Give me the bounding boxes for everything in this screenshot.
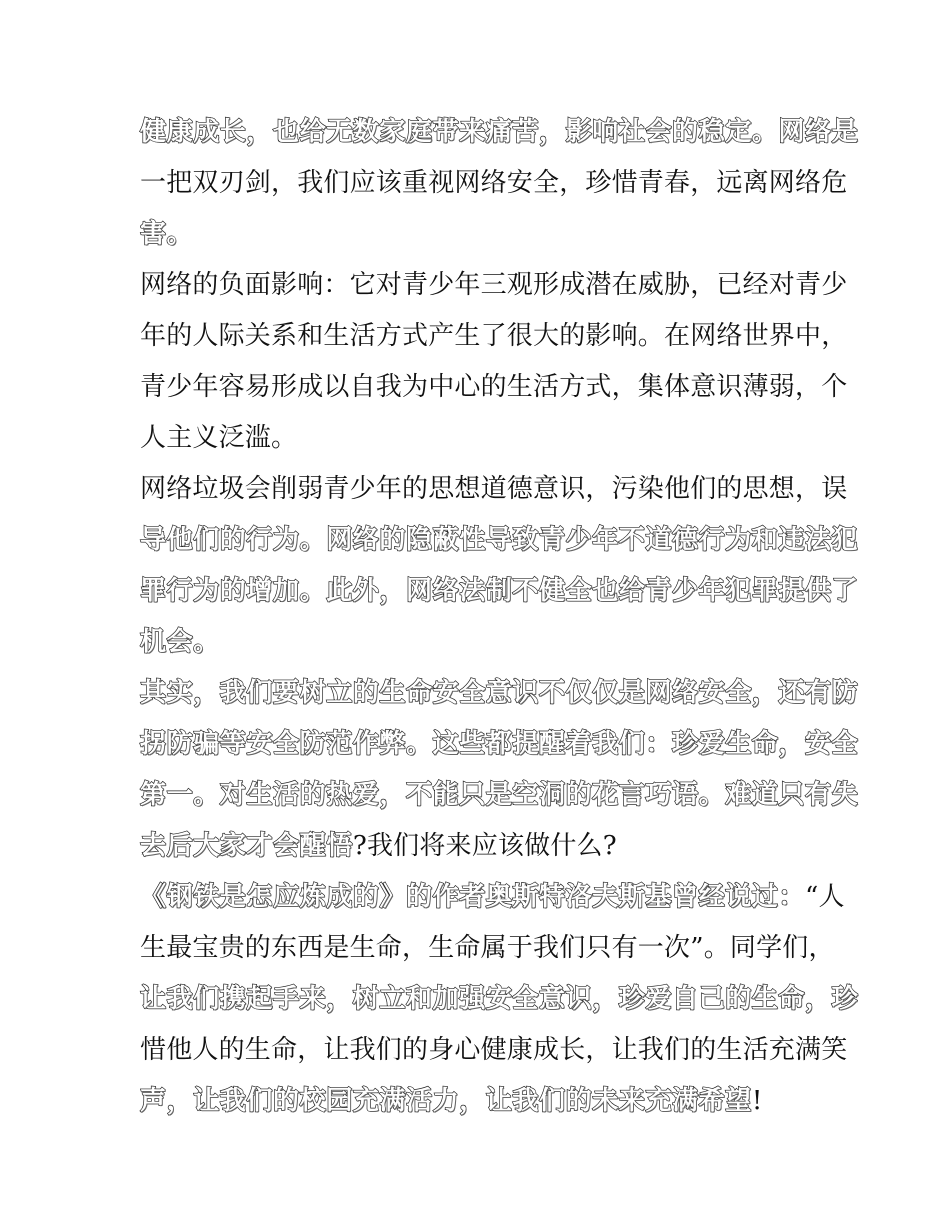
text-line — [140, 214, 816, 265]
text-segment: 一把双刃剑，我们应该重视网络安全，珍惜青春，远离网络危 — [140, 168, 848, 198]
outlined-text-segment: 拐防骗等安全防范作弊。这些都提醒着我们：珍爱生命，安全 — [140, 729, 859, 759]
text-segment: 人主义泛滥。 — [140, 423, 298, 453]
text-line — [140, 520, 859, 571]
outlined-text-segment: 让我们携起手来，树立和加强安全意识，珍爱自己的生命，珍 — [140, 984, 859, 1014]
text-line — [140, 979, 859, 1030]
text-line — [140, 367, 848, 418]
outlined-text-segment: 《钢铁是怎应炼成的》的作者奥斯特洛夫斯基曾经说过： — [140, 882, 806, 912]
text-line — [140, 673, 859, 724]
outlined-text-segment: 健康成长，也给无数家庭带来痛苦，影响社会的稳定。网络是 — [140, 117, 859, 147]
outlined-text-segment: 其实，我们要树立的生命安全意识不仅仅是网络安全，还有防 — [140, 678, 859, 708]
outlined-text-segment: 罪行为的增加。此外，网络法制不健全也给青少年犯罪提供了 — [140, 576, 859, 606]
text-line — [140, 724, 859, 775]
document-body — [140, 112, 859, 1132]
text-segment: ! — [751, 1086, 763, 1116]
text-line — [140, 316, 848, 367]
outlined-text-segment: 机会。 — [140, 627, 220, 657]
outlined-text-segment: 害。 — [140, 219, 194, 249]
text-line — [140, 826, 816, 877]
text-line — [140, 112, 859, 163]
outlined-text-segment: 导他们的行为。网络的隐蔽性导致青少年不道德行为和违法犯 — [140, 525, 859, 555]
text-line — [140, 265, 848, 316]
text-segment: 惜他人的生命，让我们的身心健康成长，让我们的生活充满笑 — [140, 1035, 848, 1065]
text-line — [140, 571, 859, 622]
text-line — [140, 775, 859, 826]
text-line — [140, 877, 845, 928]
text-segment: 网络的负面影响：它对青少年三观形成潜在威胁，已经对青少 — [140, 270, 848, 300]
text-segment: 青少年容易形成以自我为中心的生活方式，集体意识薄弱，个 — [140, 372, 848, 402]
text-segment: 网络垃圾会削弱青少年的思想道德意识，污染他们的思想，误 — [140, 474, 848, 504]
text-segment: “人 — [805, 882, 845, 912]
text-line — [140, 1081, 816, 1132]
text-line — [140, 418, 816, 469]
text-segment: 生最宝贵的东西是生命，生命属于我们只有一次”。同学们， — [140, 933, 835, 963]
outlined-text-segment: 第一。对生活的热爱，不能只是空洞的花言巧语。难道只有失 — [140, 780, 859, 810]
outlined-text-segment: 声，让我们的校园充满活力，让我们的未来充满希望 — [140, 1086, 752, 1116]
outlined-text-segment: 去后大家才会醒悟 — [140, 831, 353, 861]
text-line — [140, 163, 848, 214]
text-line — [140, 1030, 848, 1081]
text-line — [140, 469, 848, 520]
text-line — [140, 928, 835, 979]
text-segment: ?我们将来应该做什么? — [352, 831, 617, 861]
text-segment: 年的人际关系和生活方式产生了很大的影响。在网络世界中， — [140, 321, 848, 351]
text-line — [140, 622, 816, 673]
